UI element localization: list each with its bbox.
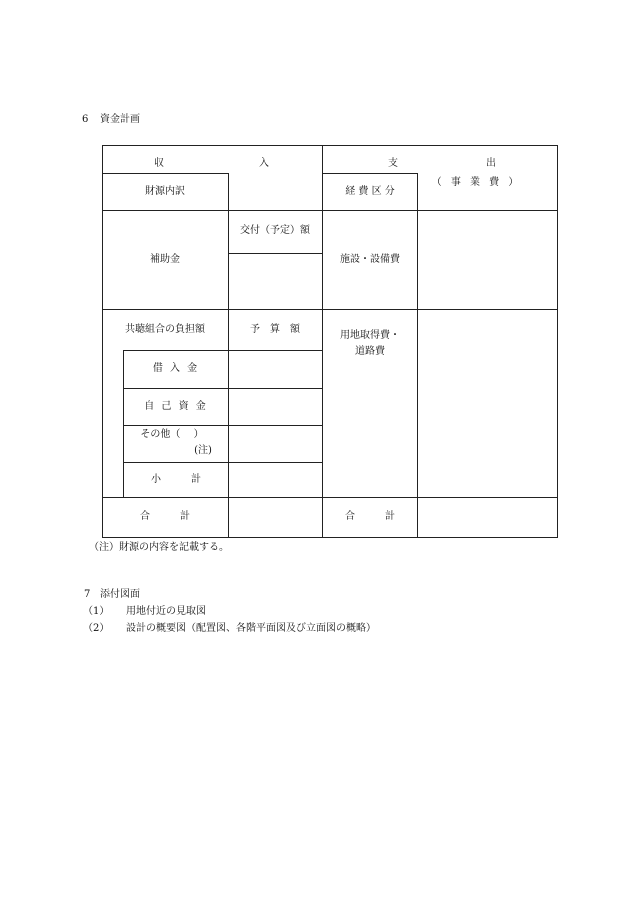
fund-breakdown-label: 財源内訳: [145, 186, 185, 197]
total-left-label: 合 計: [140, 511, 190, 522]
burden-label: 共聴組合の負担額: [125, 324, 205, 335]
land-cost-label-1: 用地取得費・: [340, 330, 400, 341]
row-line-other: [123, 462, 323, 463]
section-7-title: 添付図面: [100, 589, 140, 600]
table-note: （注）財源の内容を記載する。: [89, 542, 229, 553]
header-sub-line-right: [322, 173, 417, 174]
col-line-middle: [322, 145, 323, 538]
table-border-right: [557, 145, 558, 538]
list-item-text: 用地付近の見取図: [126, 606, 206, 617]
loan-label: 借 入 金: [152, 363, 200, 374]
col-line-expense: [417, 210, 418, 538]
other-note-label: (注): [194, 445, 212, 456]
header-sub-line-right-v: [417, 173, 418, 210]
facility-cost-label: 施設・設備費: [340, 254, 400, 265]
list-item-number: （2）: [83, 623, 110, 634]
table-border-left: [102, 145, 103, 538]
row-line-subsidy: [102, 309, 558, 310]
row-line-loan: [123, 388, 323, 389]
other-label: その他（ ）: [140, 429, 204, 440]
section-6-title: 資金計画: [100, 114, 140, 125]
row-line-own: [123, 425, 323, 426]
expense-category-label: 経 費 区 分: [345, 186, 395, 197]
col-line-income: [228, 210, 229, 538]
section-6-number: 6: [82, 114, 89, 125]
grant-amount-label: 交付（予定）額: [240, 225, 310, 236]
income-label-2: 入: [259, 158, 269, 169]
list-item-number: （1）: [83, 606, 110, 617]
own-funds-label: 自 己 資 金: [144, 401, 208, 412]
income-label-1: 収: [154, 158, 164, 169]
list-item-text: 設計の概要図（配置図、各階平面図及び立面図の概略）: [126, 623, 376, 634]
total-right-label: 合 計: [345, 511, 395, 522]
row-line-header: [102, 210, 558, 211]
expense-label-2: 出: [486, 158, 496, 169]
table-border-bottom: [102, 537, 558, 538]
land-cost-label-2: 道路費: [355, 346, 385, 357]
budget-label: 予 算 額: [250, 324, 300, 335]
expense-sub-label: （ 事 業 費 ）: [431, 177, 519, 188]
table-border-top: [102, 145, 558, 146]
section-7-number: 7: [84, 589, 91, 600]
row-line-burden: [123, 350, 323, 351]
header-sub-line-left: [102, 173, 228, 174]
row-line-grant: [228, 253, 323, 254]
col-line-inner-left: [123, 350, 124, 497]
header-sub-line-left-v: [228, 173, 229, 210]
subsidy-label: 補助金: [150, 254, 180, 265]
subtotal-label: 小 計: [151, 474, 201, 485]
expense-label-1: 支: [388, 158, 398, 169]
row-line-subtotal: [102, 497, 558, 498]
